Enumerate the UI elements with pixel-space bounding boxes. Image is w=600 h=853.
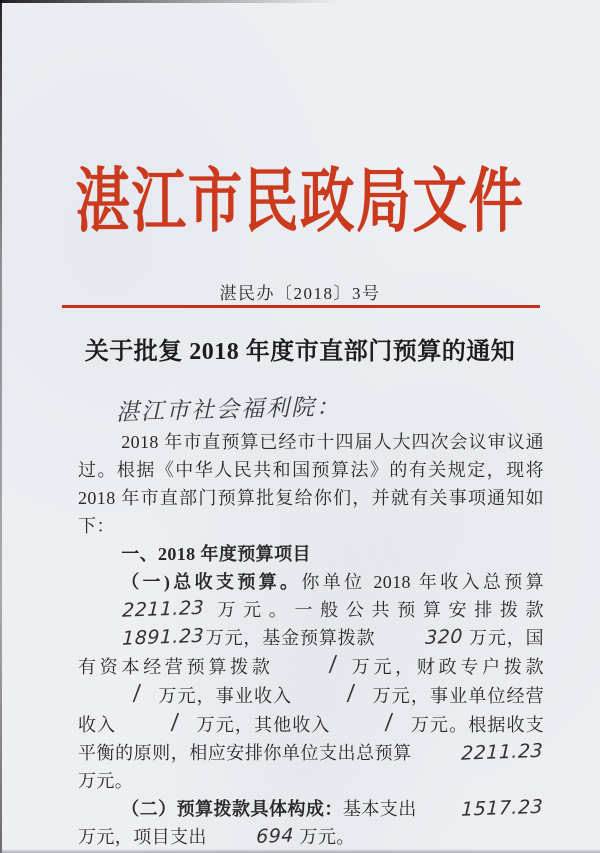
item1-text-3: 万元，基金预算拨款 <box>205 628 381 648</box>
item1-text-5: 万元，财政专户拨款 <box>348 657 544 677</box>
item1-text-9: 万元。根据收支平衡的原则，相应安排你单位支出总预算 <box>78 715 544 763</box>
handwritten-basic-expense-value: 1517.23 <box>460 795 544 821</box>
item2-text-1: 基本支出 <box>342 799 417 819</box>
item1-text-4: 万元，国有资本经营预算拨款 <box>78 628 545 677</box>
item2-text-2: 万元，项目支出 <box>78 827 212 847</box>
section1-heading: 一、2018 年度预算项目 <box>121 544 311 564</box>
handwritten-fiscal-special-blank-mark: / <box>131 680 142 706</box>
paragraph-intro: 2018 年市直预算已经市十四届人大四次会议审议通过。根据《中华人民共和国预算法》的有关规定，现将 2018 年市直部门预算批复给你们，并就有关事项通知如下： <box>78 432 544 536</box>
handwritten-general-public-allocation-value: 1891.23 <box>121 624 205 650</box>
handwritten-fund-allocation-value: 320 <box>424 625 464 649</box>
item1-text-1: 你单位 2018 年收入总预算 <box>301 572 545 592</box>
letterhead-title: 湛江市民政局文件 <box>75 164 525 241</box>
handwritten-operating-income-blank-mark: / <box>170 709 181 735</box>
document-title: 关于批复 2018 年度市直部门预算的通知 <box>84 339 516 365</box>
document-body <box>78 428 544 851</box>
item2-lead-label: （二）预算拨款具体构成： <box>121 799 343 819</box>
handwritten-state-capital-blank-mark: / <box>327 651 338 677</box>
item1-text-10: 万元。 <box>78 771 134 791</box>
scan-edge-left <box>0 0 2 853</box>
paragraph-allocation-breakdown <box>78 795 544 851</box>
scan-edge-top <box>0 0 340 3</box>
item2-text-3: 万元。 <box>294 827 355 847</box>
item1-lead-label: （一)总收支预算。 <box>121 572 302 592</box>
handwritten-other-income-blank-mark: / <box>384 709 395 735</box>
handwritten-total-income-value: 2211.23 <box>121 596 205 622</box>
handwritten-project-expense-value: 694 <box>255 824 295 848</box>
item1-text-6: 万元，事业收入 <box>152 686 293 706</box>
item1-text-2: 万元。一般公共预算安排拨款 <box>205 600 544 620</box>
paragraph-budget-totals <box>78 568 544 795</box>
handwritten-institution-income-blank-mark: / <box>346 680 357 706</box>
item1-text-8: 万元，其他收入 <box>191 715 331 735</box>
addressee-handwritten: 湛江市社会福利院： <box>115 394 342 426</box>
item1-text-7: 万元，事业单位经营收入 <box>78 686 545 735</box>
red-separator-line <box>62 305 540 308</box>
handwritten-total-expense-value: 2211.23 <box>460 739 544 765</box>
doc-number: 湛民办〔2018〕3号 <box>219 284 381 303</box>
